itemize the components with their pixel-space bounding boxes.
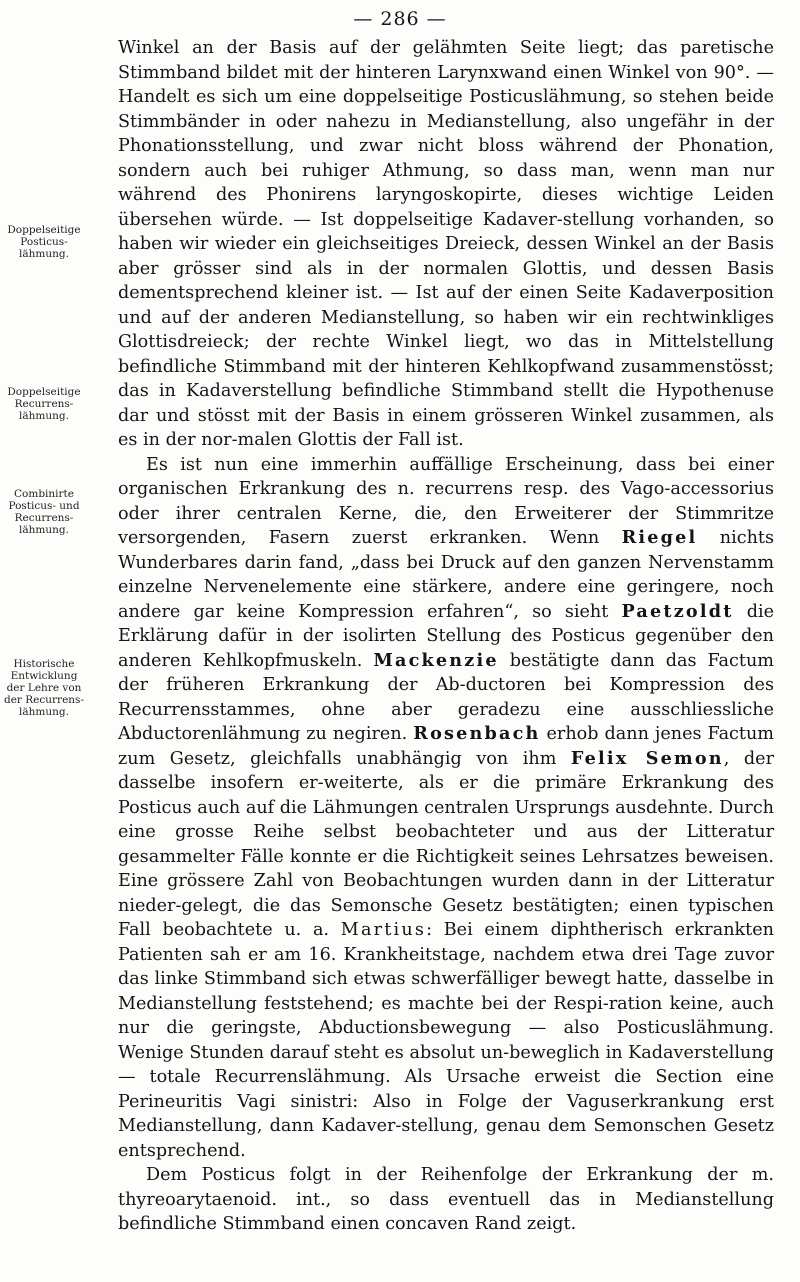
author-name-riegel: Riegel (621, 527, 698, 548)
sidenote-combinirte-laehmung: Combinirte Posticus- und Recurrens-lähmung. (8, 488, 80, 536)
author-name-rosenbach: Rosenbach (413, 723, 541, 744)
main-text (118, 36, 774, 1237)
author-name-martius: Martius (340, 920, 427, 940)
paragraph-2-part-g: : Bei einem diphtherisch erkrankten Patienten sah er am 16. Krankheitstage, nachdem etwa drei Tage zuvor das linke Stimmband sich etwas schwerfälliger bewegt hatte, dasselbe in Medianstellung feststehend; es machte bei der Respi-ration keine, auch nur die geringste, Abductionsbewegung — also Posticuslähmung. Wenige Stunden darauf steht es absolut un-beweglich in Kadaverstellung — totale Recurrenslähmung. Als Ursache erweist die Section eine Perineuritis Vagi sinistri: Also in Folge der Vaguserkrankung erst Medianstellung, dann Kadaver-stellung, genau dem Semonschen Gesetz entsprechend. (118, 920, 774, 1161)
sidenote-doppelseitige-recurrenslaehmung: Doppelseitige Recurrens-lähmung. (7, 386, 81, 422)
paragraph-2-part-f: , der dasselbe insofern er-weiterte, als er die primäre Erkrankung des Posticus auch auf die Lähmungen centralen Ursprungs ausdehnte. Durch eine grosse Reihe selbst beobachteter und aus der Litteratur gesammelter Fälle konnte er die Richtigkeit seines Lehrsatzes beweisen. Eine grössere Zahl von Beobachtungen wurden dann in der Litteratur nieder-gelegt, die das Semonsche Gesetz bestätigten; einen typischen Fall beobachtete u. a. (118, 748, 775, 940)
author-name-paetzoldt: Paetzoldt (621, 600, 734, 622)
paragraph-2-part-b: nichts Wunderbares darin fand, „dass bei Druck auf den ganzen Nervenstamm einzelne Nervenelemente eine stärkere, andere eine geringere, noch andere gar keine Kompression erfahren“, so sieht (118, 528, 774, 622)
sidenote-doppelseitige-posticuslaehmung: Doppelseitige Posticus-lähmung. (7, 224, 81, 260)
page-number: — 286 — (353, 8, 447, 30)
paragraph-2-part-e: erhob dann jenes Factum zum Gesetz, gleichfalls unabhängig von ihm (118, 724, 774, 769)
paragraph-2-part-a: Es ist nun eine immerhin auffällige Erscheinung, dass bei einer organischen Erkrankung des n. recurrens resp. des Vago-accessorius oder ihrer centralen Kerne, die, den Erweiterer der Stimmritze versorgenden, Fasern zuerst erkranken. Wenn (118, 454, 774, 548)
author-name-mackenzie: Mackenzie (373, 649, 499, 671)
sidenote-historische-entwicklung: Historische Entwicklung der Lehre von der Recurrens-lähmung. (3, 658, 84, 718)
paragraph-2-part-c: die Erklärung dafür in der isolirten Stellung des Posticus gegenüber den anderen Kehlkopfmuskeln. (118, 601, 774, 671)
author-name-felix-semon: Felix Semon (570, 747, 724, 769)
paragraph-3: Dem Posticus folgt in der Reihenfolge der Erkrankung der m. thyreoarytaenoid. int., so dass eventuell das in Medianstellung befindliche Stimmband einen concaven Rand zeigt. (118, 1165, 774, 1234)
paragraph-2 (118, 453, 774, 1164)
paragraph-2-part-d: bestätigte dann das Factum der früheren Erkrankung der Ab-ductoren bei Kompression des Recurrensstammes, ohne aber geradezu eine ausschliessliche Abductorenlähmung zu negiren. (118, 650, 774, 744)
paragraph-1: Winkel an der Basis auf der gelähmten Seite liegt; das paretische Stimmband bildet mit der hinteren Larynxwand einen Winkel von 90°. — Handelt es sich um eine doppelseitige Posticuslähmung, so stehen beide Stimmbänder in oder nahezu in Medianstellung, also ungefähr in der Phonationsstellung, und zwar nicht bloss während der Phonation, sondern auch bei ruhiger Athmung, so dass man, wenn man nur während des Phonirens laryngoskopirte, dieses wichtige Leiden übersehen würde. — Ist doppelseitige Kadaver-stellung vorhanden, so haben wir wieder ein gleichseitiges Dreieck, dessen Winkel an der Basis aber grösser sind als in der normalen Glottis, und dessen Basis dementsprechend kleiner ist. — Ist auf der einen Seite Kadaverposition und auf der anderen Medianstellung, so haben wir ein rechtwinkliges Glottisdreieck; der rechte Winkel liegt, wo das in Mittelstellung befindliche Stimmband mit der hinteren Kehlkopfwand zusammenstösst; das in Kadaverstellung befindliche Stimmband stellt die Hypothenuse dar und stösst mit der Basis in einem grösseren Winkel zusammen, als es in der nor-malen Glottis der Fall ist. (118, 38, 774, 450)
